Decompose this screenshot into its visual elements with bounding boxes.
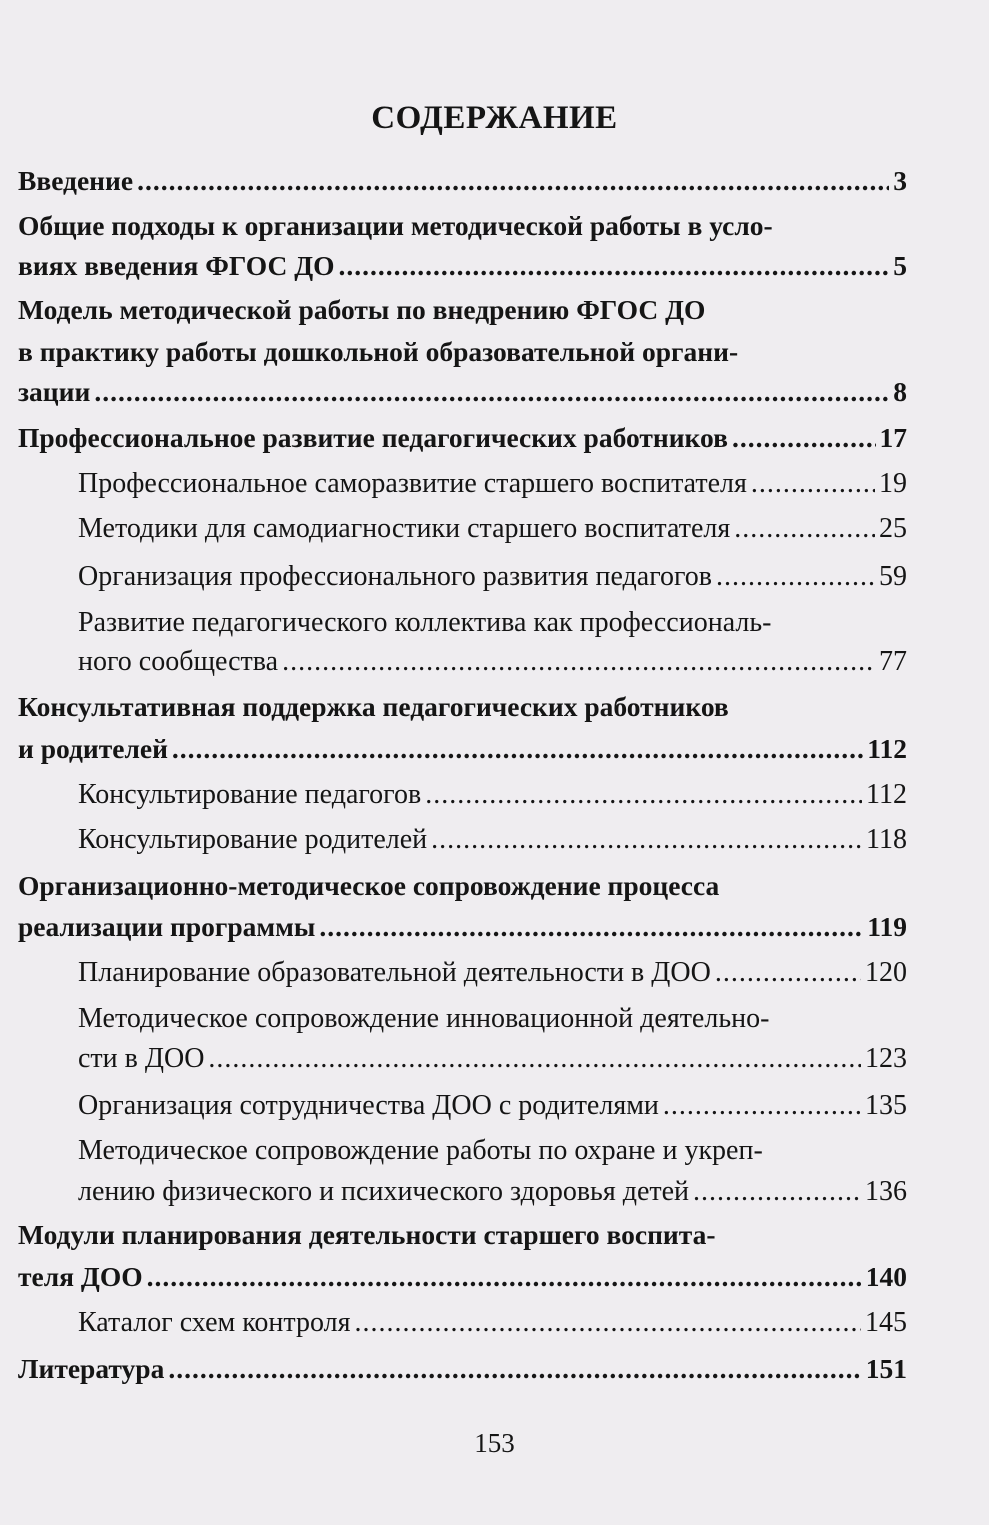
toc-entry-text: Планирование образовательной деятельности в ДОО: [78, 957, 711, 988]
toc-entry-text: Организация профессионального развития педагогов: [78, 561, 713, 592]
toc-entry-text: Общие подходы к организации методической работы в усло-: [18, 210, 773, 241]
toc-subentry-teachers-development: [78, 560, 907, 594]
toc-entry-page: 77: [879, 646, 907, 677]
toc-entry-text: Организационно-методическое сопровождение процесса: [18, 870, 720, 901]
leader-dots: [208, 1042, 861, 1076]
toc-subentry-collective: [78, 606, 907, 640]
toc-entry-consulting: [18, 690, 907, 724]
toc-entry-text: реализации программы: [18, 911, 316, 942]
toc-entry-text: и родителей: [18, 733, 168, 764]
toc-entry-page: 19: [879, 468, 907, 499]
toc-entry-text: ного сообщества: [78, 646, 279, 677]
toc-entry-planning-modules: [18, 1218, 907, 1252]
toc-entry-text: Модель методической работы по внедрению ФГОС ДО: [18, 294, 706, 325]
toc-subentry-consulting-parents: [78, 823, 907, 857]
toc-entry-general-approaches-cont: [18, 249, 907, 283]
toc-entry-page: 140: [865, 1261, 907, 1292]
leader-dots: [94, 375, 889, 409]
leader-dots: [319, 910, 863, 944]
toc-entry-page: 5: [893, 250, 907, 281]
toc-entry-text: зации: [18, 376, 91, 407]
toc-entry-page: 135: [865, 1090, 907, 1121]
leader-dots: [168, 1352, 861, 1386]
leader-dots: [431, 823, 862, 857]
toc-entry-text: Консультативная поддержка педагогических работников: [18, 691, 729, 722]
toc-subentry-cooperation: [78, 1089, 907, 1123]
leader-dots: [147, 1260, 862, 1294]
toc-entry-text: Введение: [18, 165, 134, 196]
leader-dots: [716, 560, 875, 594]
toc-entry-model: [18, 293, 907, 327]
toc-entry-text: виях введения ФГОС ДО: [18, 250, 335, 281]
toc-entry-page: 59: [879, 561, 907, 592]
leader-dots: [715, 956, 861, 990]
leader-dots: [172, 732, 863, 766]
page-number: 153: [474, 1428, 515, 1458]
toc-entry-text: лению физического и психического здоровья детей: [78, 1176, 690, 1207]
toc-entry-page: 145: [865, 1307, 907, 1338]
toc-entry-planning-modules-cont: [18, 1260, 907, 1294]
toc-entry-page: 120: [865, 957, 907, 988]
leader-dots: [663, 1089, 861, 1123]
toc-entry-consulting-cont: [18, 732, 907, 766]
toc-entry-page: 136: [865, 1176, 907, 1207]
toc-entry-page: 25: [879, 513, 907, 544]
toc-entry-introduction: [18, 164, 907, 198]
toc-entry-page: 151: [865, 1353, 907, 1384]
toc-entry-text: Профессиональное саморазвитие старшего воспитателя: [78, 468, 747, 499]
leader-dots: [732, 421, 876, 455]
toc-entry-text: Профессиональное развитие педагогических работников: [18, 422, 728, 453]
toc-entry-page: 112: [866, 779, 907, 810]
toc-entry-literature: [18, 1352, 907, 1386]
toc-subentry-collective-cont: [78, 645, 907, 679]
leader-dots: [282, 645, 875, 679]
toc-subentry-self-development: [78, 467, 907, 501]
toc-entry-text: Консультирование педагогов: [78, 779, 422, 810]
leader-dots: [354, 1306, 861, 1340]
toc-subentry-innovation-cont: [78, 1042, 907, 1076]
toc-entry-page: 17: [879, 422, 907, 453]
leader-dots: [137, 164, 889, 198]
toc-entry-text: Методическое сопровождение работы по охране и укреп-: [78, 1135, 763, 1166]
toc-entry-professional-development: [18, 421, 907, 455]
page-title: СОДЕРЖАНИЕ: [371, 100, 618, 136]
leader-dots: [425, 778, 862, 812]
toc-entry-organizational-support-cont: [18, 910, 907, 944]
toc-entry-model-cont: [18, 335, 907, 369]
toc-entry-model-end: [18, 375, 907, 409]
leader-dots: [734, 512, 875, 546]
toc-entry-page: 119: [867, 911, 907, 942]
toc-entry-text: Каталог схем контроля: [78, 1307, 351, 1338]
toc-subentry-health: [78, 1134, 907, 1168]
toc-entry-text: Организация сотрудничества ДОО с родителями: [78, 1090, 659, 1121]
toc-subentry-control-schemes: [78, 1306, 907, 1340]
toc-entry-page: 112: [867, 733, 907, 764]
toc-entry-text: Развитие педагогического коллектива как профессиональ-: [78, 607, 772, 638]
toc-entry-text: теля ДОО: [18, 1261, 143, 1292]
toc-entry-text: Методики для самодиагностики старшего воспитателя: [78, 513, 731, 544]
toc-entry-page: 123: [865, 1043, 907, 1074]
toc-entry-organizational-support: [18, 869, 907, 903]
toc-entry-text: Методическое сопровождение инновационной деятельно-: [78, 1003, 770, 1034]
toc-subentry-planning: [78, 956, 907, 990]
toc-entry-text: сти в ДОО: [78, 1043, 205, 1074]
toc-entry-text: Литература: [18, 1353, 165, 1384]
toc-entry-page: 118: [866, 824, 907, 855]
toc-subentry-health-cont: [78, 1175, 907, 1209]
toc-entry-general-approaches: [18, 209, 907, 243]
leader-dots: [751, 467, 875, 501]
toc-subentry-consulting-teachers: [78, 778, 907, 812]
toc-entry-page: 8: [893, 376, 907, 407]
leader-dots: [339, 249, 890, 283]
toc-entry-text: в практику работы дошкольной образовательной органи-: [18, 336, 739, 367]
toc-entry-text: Консультирование родителей: [78, 824, 428, 855]
toc-subentry-self-diagnostics: [78, 512, 907, 546]
toc-entry-page: 3: [893, 165, 907, 196]
toc-entry-text: Модули планирования деятельности старшего воспита-: [18, 1219, 716, 1250]
toc-subentry-innovation: [78, 1002, 907, 1036]
leader-dots: [693, 1175, 861, 1209]
